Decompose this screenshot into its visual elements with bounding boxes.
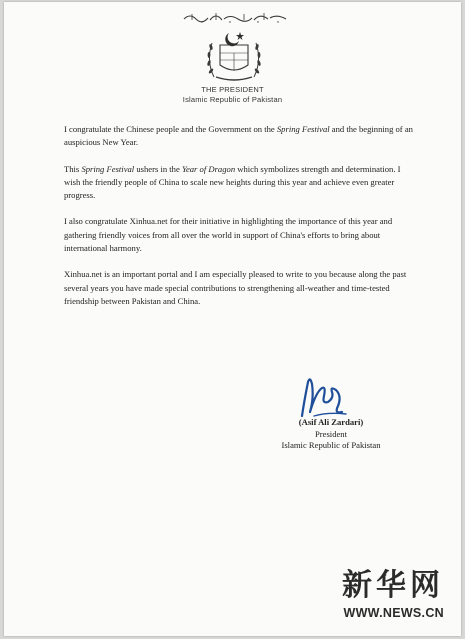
signatory-country: Islamic Republic of Pakistan	[281, 440, 381, 450]
bismillah-calligraphy	[180, 10, 290, 24]
xinhua-logo-url: WWW.NEWS.CN	[343, 606, 444, 620]
state-emblem-icon	[202, 27, 266, 85]
letterhead-subtitle: Islamic Republic of Pakistan	[182, 95, 283, 104]
paragraph-4: Xinhua.net is an important portal and I am especially pleased to write to you because along the past several years you have made special contributions to strengthening all-weather and time-tested friendship between Pakistan and China.	[64, 269, 407, 306]
paragraph-3: I also congratulate Xinhua.net for their initiative in highlighting the importance of this year and gathering friendly voices from all over the world in support of China's efforts to bring about international harmony.	[64, 216, 393, 254]
letterhead	[4, 2, 461, 112]
paragraph-2: This Spring Festival ushers in the Year of Dragon which symbolizes strength and determination. I wish the friendly people of China to scale new heights during this year and achieve even greater progress.	[64, 163, 401, 201]
letter-page	[4, 2, 461, 636]
letter-body	[64, 123, 416, 321]
signature-block	[266, 417, 396, 452]
paragraph-1: I congratulate the Chinese people and the Government on the Spring Festival and the beginning of an auspicious New Year.	[64, 124, 413, 148]
letterhead-title: THE PRESIDENT	[201, 85, 264, 94]
xinhua-logo-chinese: 新华网	[342, 568, 444, 603]
signatory-title: President	[315, 428, 347, 439]
signatory-name: (Asif Ali Zardari)	[298, 417, 364, 427]
